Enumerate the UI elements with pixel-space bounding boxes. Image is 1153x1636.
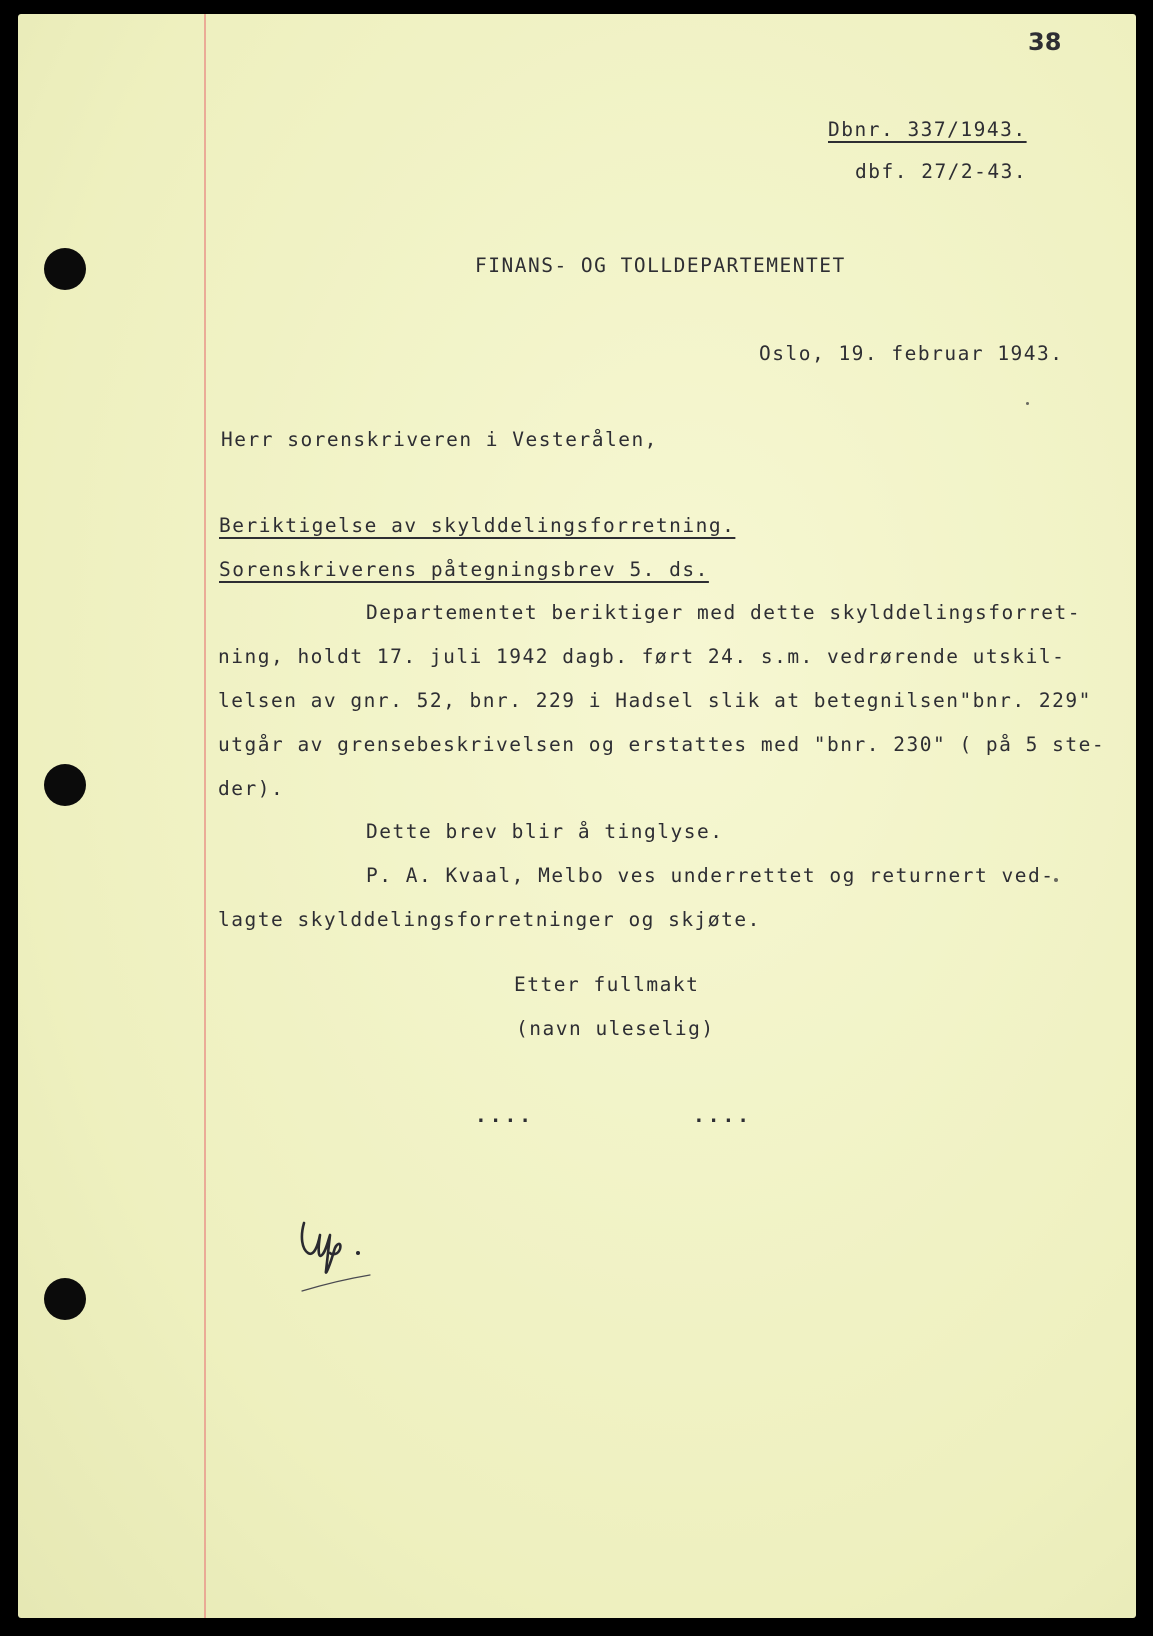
stray-mark xyxy=(1054,878,1058,882)
body-line: Departementet beriktiger med dette skylddelingsforret- xyxy=(366,601,1081,624)
body-line: ning, holdt 17. juli 1942 dagb. ført 24. s.m. vedrørende utskil- xyxy=(218,645,1066,668)
page-number: 38 xyxy=(1028,28,1062,56)
body-line: lagte skylddelingsforretninger og skjøte. xyxy=(218,908,761,931)
handwritten-initials-signature xyxy=(296,1215,386,1295)
body-line: utgår av grensebeskrivelsen og erstattes med "bnr. 230" ( på 5 ste- xyxy=(218,733,1106,756)
body-line: der). xyxy=(218,777,285,800)
addressee: Herr sorenskriveren i Vesterålen, xyxy=(221,428,658,451)
ellipsis-right: .... xyxy=(693,1104,752,1127)
place-date: Oslo, 19. februar 1943. xyxy=(759,342,1064,365)
subject-line-1: Beriktigelse av skylddelingsforretning. xyxy=(219,514,736,537)
punch-hole-middle xyxy=(44,764,86,806)
department-heading: FINANS- OG TOLLDEPARTEMENTET xyxy=(475,254,846,277)
body-line: P. A. Kvaal, Melbo ves underrettet og returnert ved- xyxy=(366,864,1055,887)
dbf-reference: dbf. 27/2-43. xyxy=(855,160,1028,183)
punch-hole-bottom xyxy=(44,1278,86,1320)
dbnr-reference: Dbnr. 337/1943. xyxy=(828,118,1027,141)
stray-mark xyxy=(1026,402,1029,405)
subject-line-2: Sorenskriverens påtegningsbrev 5. ds. xyxy=(219,558,709,581)
body-line: lelsen av gnr. 52, bnr. 229 i Hadsel slik at betegnilsen"bnr. 229" xyxy=(218,689,1092,712)
punch-hole-top xyxy=(44,248,86,290)
closing-line: Etter fullmakt xyxy=(514,973,700,996)
body-line: Dette brev blir å tinglyse. xyxy=(366,820,724,843)
margin-line xyxy=(204,14,206,1618)
closing-line: (navn uleselig) xyxy=(516,1017,715,1040)
ellipsis-left: .... xyxy=(475,1104,534,1127)
